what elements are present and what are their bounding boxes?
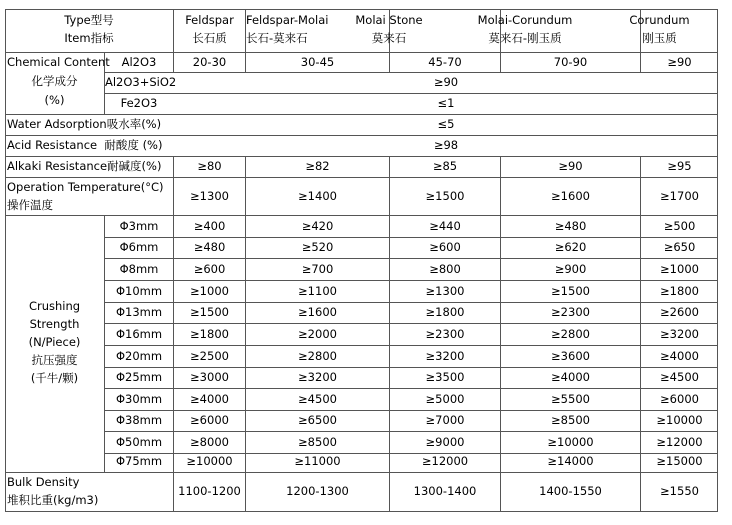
crushing-value-molai-corundum: ≥620 [554, 240, 587, 254]
crushing-label-line2: Strength [29, 317, 80, 331]
crushing-value-corundum: ≥4000 [660, 349, 699, 363]
operation-molai-stone: ≥1500 [425, 189, 465, 203]
crushing-size-label: Φ10mm [115, 284, 163, 298]
crushing-value-molai-stone: ≥5000 [425, 392, 465, 406]
crushing-value-feldspar: ≥6000 [190, 413, 229, 427]
fe2o3-value: ≤1 [437, 96, 455, 110]
crushing-value-molai-stone: ≥2300 [425, 327, 465, 341]
crushing-value-feldspar-molai: ≥1100 [298, 284, 337, 298]
crushing-value-corundum: ≥500 [663, 219, 696, 233]
crushing-value-feldspar-molai: ≥420 [301, 219, 334, 233]
header-item-label: Item指标 [64, 31, 114, 45]
crushing-label-line5: (千牛/颗) [30, 371, 79, 385]
header-type-label: Type型号 [64, 13, 114, 27]
crushing-value-molai-corundum: ≥4000 [551, 370, 590, 384]
crushing-value-feldspar: ≥1000 [190, 284, 229, 298]
column-molai-stone-zh: 莫来石 [371, 31, 407, 45]
crushing-value-molai-stone: ≥1300 [425, 284, 465, 298]
crushing-value-feldspar: ≥480 [193, 240, 226, 254]
bulk-molai-stone: 1300-1400 [413, 484, 477, 498]
crushing-value-feldspar-molai: ≥6500 [298, 413, 337, 427]
crushing-value-molai-corundum: ≥1500 [551, 284, 590, 298]
crushing-value-feldspar-molai: ≥2000 [298, 327, 337, 341]
fe2o3-label: Fe2O3 [120, 96, 158, 110]
crushing-value-molai-corundum: ≥3600 [551, 349, 590, 363]
crushing-value-molai-stone: ≥800 [429, 262, 461, 276]
crushing-value-molai-corundum: ≥480 [554, 219, 587, 233]
crushing-value-corundum: ≥6000 [660, 392, 699, 406]
alkali-feldspar-molai: ≥82 [305, 159, 330, 173]
crushing-value-feldspar-molai: ≥4500 [298, 392, 337, 406]
crushing-size-label: Φ8mm [119, 262, 159, 276]
bulk-feldspar-molai: 1200-1300 [286, 484, 349, 498]
crushing-value-feldspar: ≥1800 [190, 327, 229, 341]
crushing-value-feldspar-molai: ≥700 [301, 262, 334, 276]
crushing-value-molai-corundum: ≥14000 [547, 454, 594, 468]
acid-resistance-value: ≥98 [433, 138, 459, 152]
al2o3-molai-stone: 45-70 [428, 55, 462, 69]
crushing-value-corundum: ≥12000 [656, 435, 703, 449]
crushing-size-label: Φ75mm [115, 454, 163, 468]
operation-molai-corundum: ≥1600 [551, 189, 590, 203]
crushing-value-molai-corundum: ≥5500 [551, 392, 590, 406]
column-feldspar-molai-en: Feldspar-Molai [246, 13, 329, 27]
crushing-size-label: Φ20mm [115, 349, 163, 363]
crushing-value-feldspar: ≥400 [193, 219, 226, 233]
crushing-value-feldspar: ≥3000 [190, 370, 229, 384]
bulk-feldspar: 1100-1200 [178, 484, 241, 498]
water-adsorption-label: Water Adsorption吸水率(%) [7, 117, 162, 131]
column-corundum-zh: 刚玉质 [642, 31, 677, 45]
operation-corundum: ≥1700 [660, 189, 699, 203]
crushing-value-molai-corundum: ≥2300 [551, 305, 590, 319]
column-molai-corundum-zh: 莫来石-刚玉质 [488, 31, 562, 45]
crushing-label-line4: 抗压强度 [31, 353, 78, 367]
crushing-value-feldspar: ≥8000 [190, 435, 229, 449]
crushing-value-molai-stone: ≥9000 [425, 435, 465, 449]
bulk-density-label-en: Bulk Density [7, 475, 80, 489]
crushing-value-corundum: ≥15000 [656, 454, 703, 468]
crushing-value-corundum: ≥10000 [656, 413, 703, 427]
crushing-value-feldspar-molai: ≥3200 [298, 370, 337, 384]
crushing-value-corundum: ≥650 [663, 240, 696, 254]
crushing-value-corundum: ≥2600 [660, 305, 699, 319]
crushing-value-molai-corundum: ≥900 [554, 262, 587, 276]
operation-temp-label-zh: 操作温度 [7, 198, 53, 212]
crushing-value-molai-stone: ≥600 [429, 240, 461, 254]
crushing-size-label: Φ50mm [115, 435, 163, 449]
al2o3-corundum: ≥90 [667, 55, 692, 69]
crushing-value-feldspar: ≥1500 [190, 305, 229, 319]
al2o3-feldspar-molai: 30-45 [300, 55, 335, 69]
alkali-corundum: ≥95 [667, 159, 692, 173]
crushing-value-feldspar: ≥4000 [190, 392, 229, 406]
crushing-value-molai-stone: ≥7000 [425, 413, 465, 427]
crushing-value-feldspar: ≥10000 [186, 454, 233, 468]
alkali-resistance-label: Alkaki Resistance耐碱度(%) [7, 159, 162, 173]
crushing-value-feldspar-molai: ≥520 [301, 240, 334, 254]
crushing-size-label: Φ13mm [115, 305, 163, 319]
crushing-value-molai-stone: ≥3500 [425, 370, 465, 384]
chemical-label-en: Chemical Content [7, 55, 110, 69]
crushing-size-label: Φ30mm [115, 392, 163, 406]
crushing-value-feldspar-molai: ≥8500 [298, 435, 337, 449]
chemical-label-zh: 化学成分 [31, 74, 78, 88]
column-molai-stone-en: Molai Stone [355, 13, 423, 27]
chemical-label-unit: (%) [44, 93, 65, 107]
operation-feldspar-molai: ≥1400 [298, 189, 337, 203]
al2o3-sio2-value: ≥90 [433, 75, 459, 89]
al2o3-feldspar: 20-30 [192, 55, 227, 69]
crushing-value-feldspar-molai: ≥11000 [294, 454, 341, 468]
crushing-value-molai-stone: ≥440 [429, 219, 461, 233]
crushing-size-label: Φ25mm [115, 370, 163, 384]
alkali-feldspar: ≥80 [197, 159, 222, 173]
crushing-size-label: Φ38mm [115, 413, 163, 427]
alkali-molai-stone: ≥85 [432, 159, 458, 173]
crushing-value-feldspar: ≥2500 [190, 349, 229, 363]
al2o3-sio2-label: Al2O3+SiO2 [105, 75, 177, 89]
crushing-value-feldspar-molai: ≥1600 [298, 305, 337, 319]
column-feldspar-en: Feldspar [185, 13, 234, 27]
crushing-label-line3: (N/Piece) [28, 335, 81, 349]
crushing-label-line1: Crushing [28, 299, 81, 313]
acid-resistance-label: Acid Resistance 耐酸度 (%) [7, 138, 163, 152]
operation-temp-label-en: Operation Temperature(°C) [7, 180, 164, 194]
column-corundum-en: Corundum [629, 13, 690, 27]
crushing-value-feldspar-molai: ≥2800 [298, 349, 337, 363]
crushing-value-corundum: ≥4500 [660, 370, 699, 384]
crushing-value-molai-stone: ≥12000 [421, 454, 469, 468]
bulk-corundum: ≥1550 [660, 484, 699, 498]
crushing-value-corundum: ≥3200 [660, 327, 699, 341]
crushing-size-label: Φ16mm [115, 327, 163, 341]
column-molai-corundum-en: Molai-Corundum [477, 13, 573, 27]
crushing-value-feldspar: ≥600 [193, 262, 226, 276]
crushing-value-molai-corundum: ≥8500 [551, 413, 590, 427]
al2o3-molai-corundum: 70-90 [553, 55, 588, 69]
alkali-molai-corundum: ≥90 [558, 159, 583, 173]
crushing-value-molai-corundum: ≥2800 [551, 327, 590, 341]
column-feldspar-zh: 长石质 [192, 31, 227, 45]
crushing-value-corundum: ≥1800 [660, 284, 699, 298]
crushing-size-label: Φ6mm [119, 240, 159, 254]
column-feldspar-molai-zh: 长石-莫来石 [246, 31, 308, 45]
bulk-density-label-zh: 堆积比重(kg/m3) [7, 493, 99, 507]
crushing-value-corundum: ≥1000 [660, 262, 699, 276]
crushing-value-molai-stone: ≥1800 [425, 305, 465, 319]
crushing-size-label: Φ3mm [119, 219, 159, 233]
bulk-molai-corundum: 1400-1550 [539, 484, 602, 498]
crushing-value-molai-stone: ≥3200 [425, 349, 465, 363]
al2o3-label: Al2O3 [121, 55, 157, 69]
crushing-value-molai-corundum: ≥10000 [547, 435, 594, 449]
operation-feldspar: ≥1300 [190, 189, 229, 203]
water-adsorption-value: ≤5 [437, 117, 455, 131]
